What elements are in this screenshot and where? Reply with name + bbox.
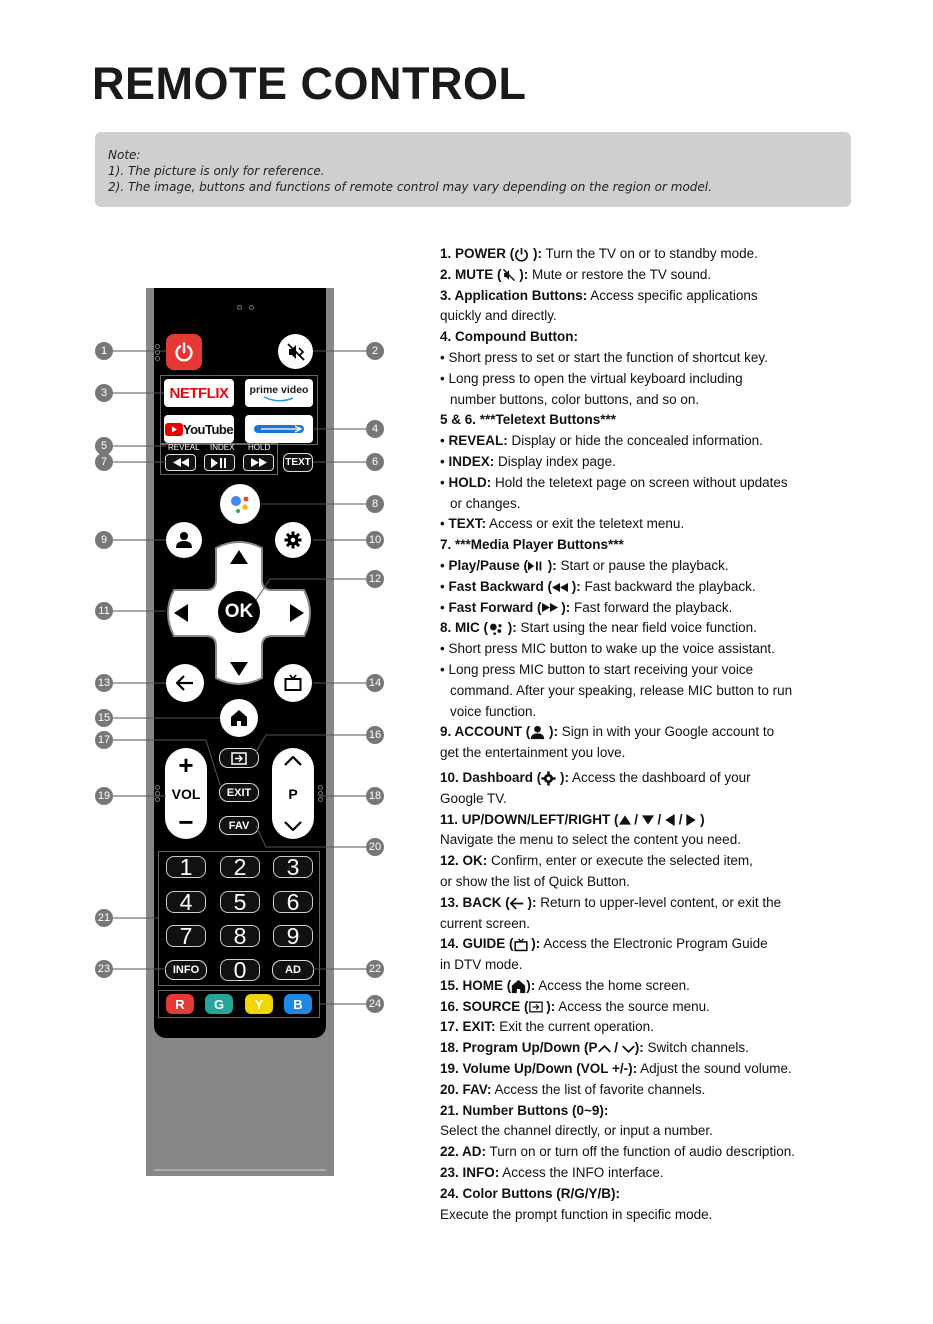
blue-label: B <box>293 996 303 1012</box>
callout-5: 5 <box>95 437 113 455</box>
guide-button[interactable] <box>274 664 312 702</box>
exit-label: EXIT <box>226 786 252 799</box>
desc-text: Return to upper-level content, or exit the <box>536 894 782 910</box>
desc-text: Access or exit the teletext menu. <box>486 516 685 532</box>
desc-text: Access the Electronic Program Guide <box>540 936 768 952</box>
desc-term: 1. POWER ( <box>440 246 515 261</box>
callout-7: 7 <box>95 453 113 471</box>
desc-text: Access the dashboard of your <box>569 769 751 785</box>
number-6-button[interactable] <box>273 888 313 915</box>
desc-term-end: ): <box>557 599 571 615</box>
left-arrow-icon <box>174 604 188 622</box>
desc-ad <box>440 1142 840 1163</box>
page-title: REMOTE CONTROL <box>92 58 527 109</box>
down-arrow-icon <box>642 815 654 825</box>
number-label: 0 <box>233 956 247 983</box>
ir-dots <box>155 785 161 799</box>
reveal-label: REVEAL <box>168 443 200 452</box>
desc-account <box>440 722 840 743</box>
right-arrow-icon <box>686 814 696 826</box>
play-pause-button[interactable] <box>204 454 235 471</box>
desc-text: get the entertainment you love. <box>440 745 626 761</box>
account-icon <box>530 725 545 740</box>
desc-source <box>440 997 840 1018</box>
desc-text: Start using the near field voice function. <box>516 620 757 636</box>
desc-guide <box>440 934 840 955</box>
desc-text: quickly and directly. <box>440 308 557 324</box>
number-label: 7 <box>179 922 193 949</box>
desc-text: Execute the prompt function in specific mode. <box>440 1206 713 1222</box>
desc-numbers <box>440 1101 840 1122</box>
desc-text: Access the INFO interface. <box>499 1165 664 1181</box>
rewind-icon <box>552 583 568 592</box>
rewind-icon <box>173 458 189 467</box>
note-heading: Note: <box>108 148 141 162</box>
desc-text: Exit the current operation. <box>495 1019 654 1035</box>
desc-text: Confirm, enter or execute the selected item, <box>487 853 753 869</box>
chevron-up-icon[interactable] <box>284 756 302 766</box>
ad-label: AD <box>285 964 301 976</box>
desc-bullet: • Short press MIC button to wake up the voice assistant. <box>440 639 840 660</box>
desc-text: Access specific applications <box>587 287 758 303</box>
fav-label: FAV <box>228 819 250 832</box>
mute-button[interactable] <box>278 334 313 369</box>
desc-hold <box>440 473 840 494</box>
desc-text: or show the list of Quick Button. <box>440 873 630 889</box>
desc-text: Fast backward the playback. <box>580 578 756 594</box>
desc-term-end: ): <box>545 724 558 740</box>
desc-term-end: ) <box>696 811 705 827</box>
callout-9: 9 <box>95 531 113 549</box>
callout-23: 23 <box>95 960 113 978</box>
desc-term-end: ): <box>527 936 541 952</box>
desc-term-end: ): <box>515 266 529 282</box>
number-3-button[interactable] <box>273 853 313 880</box>
number-7-button[interactable] <box>166 922 206 949</box>
fast-forward-icon <box>251 458 267 467</box>
desc-text: Display index page. <box>494 453 616 469</box>
desc-text: Turn the TV on or to standby mode. <box>542 246 758 261</box>
vol-up-label[interactable]: + <box>178 750 194 780</box>
desc-term: 15. HOME ( <box>440 977 512 993</box>
right-button[interactable] <box>286 600 308 626</box>
desc-term: 7. ***Media Player Buttons*** <box>440 537 624 553</box>
callout-13: 13 <box>95 674 113 692</box>
callout-16: 16 <box>366 726 384 744</box>
callout-18: 18 <box>366 787 384 805</box>
desc-exit <box>440 1017 840 1038</box>
desc-bullet: • Long press MIC button to start receiving your voice <box>440 660 840 681</box>
youtube-play-icon <box>165 423 183 436</box>
desc-teletext <box>440 410 840 431</box>
green-label: G <box>213 996 225 1012</box>
yellow-label: Y <box>254 996 264 1012</box>
note-line-1: 1). The picture is only for reference. <box>108 164 325 178</box>
desc-term-end: ): <box>544 557 557 573</box>
down-arrow-icon <box>230 662 248 676</box>
source-icon <box>231 752 247 765</box>
callout-2: 2 <box>366 342 384 360</box>
note-box <box>95 132 851 207</box>
number-label: 4 <box>179 888 193 915</box>
chevron-down-icon <box>622 1045 635 1053</box>
left-button[interactable] <box>170 600 192 626</box>
sensor-dot <box>237 305 242 310</box>
number-9-button[interactable] <box>273 922 313 949</box>
desc-term: TEXT: <box>448 516 486 532</box>
button-descriptions <box>440 244 840 1225</box>
desc-term-end: ): <box>523 894 537 910</box>
desc-compound <box>440 327 840 348</box>
desc-text: number buttons, color buttons, and so on. <box>450 391 700 407</box>
callout-22: 22 <box>366 960 384 978</box>
right-arrow-icon <box>290 604 304 622</box>
callout-19: 19 <box>95 787 113 805</box>
source-button[interactable] <box>219 748 259 768</box>
desc-term: 11. UP/DOWN/LEFT/RIGHT ( <box>440 811 619 827</box>
google-assistant-icon <box>488 621 504 637</box>
desc-term: 16. SOURCE ( <box>440 998 529 1014</box>
desc-bullet: • Short press to set or start the function of shortcut key. <box>440 348 840 369</box>
desc-term-end: ): <box>542 998 556 1014</box>
number-1-button[interactable] <box>166 853 206 880</box>
desc-text: Switch channels. <box>643 1040 749 1056</box>
callout-11: 11 <box>95 602 113 620</box>
callout-8: 8 <box>366 495 384 513</box>
desc-term: 2. MUTE ( <box>440 266 502 282</box>
source-icon <box>529 1001 543 1013</box>
desc-term: Play/Pause ( <box>448 557 529 573</box>
text-button[interactable] <box>283 453 313 472</box>
callout-12: 12 <box>366 570 384 588</box>
desc-volume <box>440 1059 840 1080</box>
left-arrow-icon <box>665 814 675 826</box>
desc-text: Access the home screen. <box>535 977 690 993</box>
desc-play-pause <box>440 556 840 577</box>
desc-term: 19. Volume Up/Down (VOL +/-): <box>440 1061 638 1077</box>
desc-text: Sign in with your Google account to <box>558 724 775 740</box>
number-label: 6 <box>286 888 300 915</box>
desc-text: Adjust the sound volume. <box>637 1061 792 1077</box>
desc-term: 4. Compound Button: <box>440 329 578 345</box>
number-label: 5 <box>233 888 247 915</box>
ok-label: OK <box>224 601 254 622</box>
gear-icon <box>541 771 556 786</box>
desc-term-end: ): <box>556 769 570 785</box>
number-4-button[interactable] <box>166 888 206 915</box>
number-label: 2 <box>233 853 247 880</box>
desc-term-end: ): <box>634 1040 644 1056</box>
number-label: 8 <box>233 922 247 949</box>
desc-term: 17. EXIT: <box>440 1019 496 1035</box>
callout-20: 20 <box>366 838 384 856</box>
desc-index <box>440 452 840 473</box>
desc-text: current screen. <box>440 915 531 931</box>
desc-ok <box>440 851 840 872</box>
fav-button[interactable] <box>219 816 259 835</box>
compound-arrow-icon <box>253 422 305 436</box>
callout-6: 6 <box>366 453 384 471</box>
power-icon <box>514 247 529 262</box>
desc-bullet: • Long press to open the virtual keyboard including <box>440 369 840 390</box>
red-button[interactable] <box>166 994 194 1014</box>
desc-sep: / <box>630 811 642 827</box>
ir-dots <box>318 785 324 799</box>
desc-term: INDEX: <box>448 453 495 469</box>
callout-24: 24 <box>366 995 384 1013</box>
ok-button[interactable] <box>218 591 260 633</box>
number-2-button[interactable] <box>220 853 260 880</box>
desc-text: or changes. <box>450 495 521 511</box>
desc-text: Fast forward the playback. <box>570 599 733 615</box>
youtube-label: YouTube <box>182 421 234 437</box>
desc-home <box>440 976 840 997</box>
back-arrow-icon <box>176 675 194 691</box>
desc-text: Access the list of favorite channels. <box>491 1081 706 1097</box>
play-pause-icon <box>211 458 229 468</box>
desc-term: Fast Forward ( <box>448 599 542 615</box>
desc-term: REVEAL: <box>448 433 508 449</box>
desc-term: 14. GUIDE ( <box>440 936 514 952</box>
number-label: 9 <box>286 922 300 949</box>
desc-term: 8. MIC ( <box>440 620 489 636</box>
desc-reveal <box>440 431 840 452</box>
desc-fast-forward <box>440 598 840 619</box>
desc-media <box>440 535 840 556</box>
desc-term-end: ): <box>529 246 543 261</box>
desc-term: 10. Dashboard ( <box>440 769 542 785</box>
callout-14: 14 <box>366 674 384 692</box>
desc-mic <box>440 618 840 639</box>
youtube-button[interactable] <box>164 415 234 443</box>
desc-mute <box>440 265 840 286</box>
desc-term: 9. ACCOUNT ( <box>440 724 531 740</box>
desc-term-end: ): <box>526 977 536 993</box>
desc-text: Start or pause the playback. <box>556 557 729 573</box>
chevron-up-icon <box>598 1045 611 1053</box>
hold-label: HOLD <box>248 443 271 452</box>
desc-term: 21. Number Buttons (0~9): <box>440 1102 609 1118</box>
desc-sep: / <box>675 811 687 827</box>
desc-text: Select the channel directly, or input a number. <box>440 1123 713 1139</box>
callout-10: 10 <box>366 531 384 549</box>
fast-forward-icon <box>542 603 558 612</box>
sensor-dot <box>249 305 254 310</box>
callout-17: 17 <box>95 731 113 749</box>
desc-text: voice function. <box>450 703 537 719</box>
prime-smile-icon <box>262 396 296 402</box>
program-rocker[interactable] <box>272 748 314 839</box>
desc-text: Navigate the menu to select the content you need. <box>440 832 741 848</box>
desc-term: 22. AD: <box>440 1144 487 1160</box>
volume-rocker[interactable] <box>165 748 207 839</box>
callout-4: 4 <box>366 420 384 438</box>
desc-term: 12. OK: <box>440 853 488 869</box>
desc-text: Access the source menu. <box>555 998 710 1014</box>
mic-button[interactable] <box>220 484 260 524</box>
desc-term: 13. BACK ( <box>440 894 510 910</box>
desc-term: 20. FAV: <box>440 1081 492 1097</box>
home-button[interactable] <box>220 699 258 737</box>
desc-sep: / <box>610 1040 622 1056</box>
ad-button[interactable] <box>272 960 314 980</box>
desc-term-end: ): <box>504 620 517 636</box>
note-line-2: 2). The image, buttons and functions of remote control may vary depending on the region or model. <box>108 180 712 194</box>
desc-term: Fast Backward ( <box>448 578 553 594</box>
rewind-button[interactable] <box>165 454 196 471</box>
green-button[interactable] <box>205 994 233 1014</box>
desc-term: HOLD: <box>448 474 492 490</box>
info-label: INFO <box>172 964 200 976</box>
info-button[interactable] <box>165 960 207 980</box>
tv-guide-icon <box>514 938 528 952</box>
desc-text: command. After your speaking, release MIC button to run <box>450 682 793 698</box>
desc-dashboard <box>440 768 840 789</box>
vol-down-label[interactable]: − <box>178 807 194 837</box>
red-label: R <box>175 996 185 1012</box>
exit-button[interactable] <box>219 783 259 802</box>
vol-label: VOL <box>171 785 201 802</box>
netflix-button[interactable] <box>164 379 234 407</box>
desc-rewind <box>440 577 840 598</box>
number-label: 3 <box>286 853 300 880</box>
power-button[interactable] <box>166 334 202 370</box>
back-arrow-icon <box>510 897 524 910</box>
text-label: TEXT <box>285 457 311 468</box>
google-assistant-icon <box>228 492 252 516</box>
fast-forward-button[interactable] <box>243 454 274 471</box>
power-icon <box>173 341 195 363</box>
tv-guide-icon <box>284 674 302 692</box>
callout-21: 21 <box>95 909 113 927</box>
desc-term-end: ): <box>568 578 581 594</box>
desc-text-btn <box>440 514 840 535</box>
desc-text: Hold the teletext page on screen without updates <box>491 474 788 490</box>
remote-bottom-edge <box>154 1169 326 1171</box>
number-8-button[interactable] <box>220 922 260 949</box>
compound-button[interactable] <box>245 415 313 443</box>
number-label: 1 <box>179 853 193 880</box>
desc-fav <box>440 1080 840 1101</box>
desc-program <box>440 1038 840 1059</box>
desc-back <box>440 893 840 914</box>
desc-term: 23. INFO: <box>440 1165 500 1181</box>
mute-icon <box>286 342 306 362</box>
callout-15: 15 <box>95 709 113 727</box>
prime-video-button[interactable] <box>245 379 313 407</box>
desc-term: 18. Program Up/Down (P <box>440 1040 598 1056</box>
desc-nav <box>440 810 840 831</box>
desc-text: Turn on or turn off the function of audio description. <box>486 1144 795 1160</box>
callout-1: 1 <box>95 342 113 360</box>
desc-text: in DTV mode. <box>440 957 523 973</box>
home-icon <box>230 709 248 727</box>
desc-sep: / <box>653 811 666 827</box>
desc-term: 5 & 6. ***Teletext Buttons*** <box>440 412 617 428</box>
mute-icon <box>502 268 516 282</box>
up-button[interactable] <box>226 546 252 568</box>
back-button[interactable] <box>166 664 204 702</box>
down-button[interactable] <box>226 658 252 680</box>
index-label: INDEX <box>210 443 235 452</box>
yellow-button[interactable] <box>245 994 273 1014</box>
number-0-button[interactable] <box>220 956 260 983</box>
play-pause-icon <box>528 561 544 571</box>
desc-power <box>440 244 840 265</box>
number-5-button[interactable] <box>220 888 260 915</box>
callout-3: 3 <box>95 384 113 402</box>
desc-colors <box>440 1184 840 1205</box>
up-arrow-icon <box>230 550 248 564</box>
p-label: P <box>288 785 298 802</box>
desc-app-buttons <box>440 286 840 307</box>
prime-label: prime video <box>249 384 309 396</box>
up-arrow-icon <box>619 815 631 825</box>
chevron-down-icon[interactable] <box>284 821 302 831</box>
desc-term: 3. Application Buttons: <box>440 287 588 303</box>
desc-text: Mute or restore the TV sound. <box>528 266 712 282</box>
home-icon <box>511 979 526 994</box>
desc-term: 24. Color Buttons (R/G/Y/B): <box>440 1185 620 1201</box>
ir-dots <box>155 344 161 358</box>
netflix-label: NETFLIX <box>169 384 229 402</box>
desc-text: Display or hide the concealed information. <box>507 433 763 449</box>
desc-text: Google TV. <box>440 790 507 806</box>
blue-button[interactable] <box>284 994 312 1014</box>
remote-illustration <box>146 288 334 1176</box>
desc-info <box>440 1163 840 1184</box>
